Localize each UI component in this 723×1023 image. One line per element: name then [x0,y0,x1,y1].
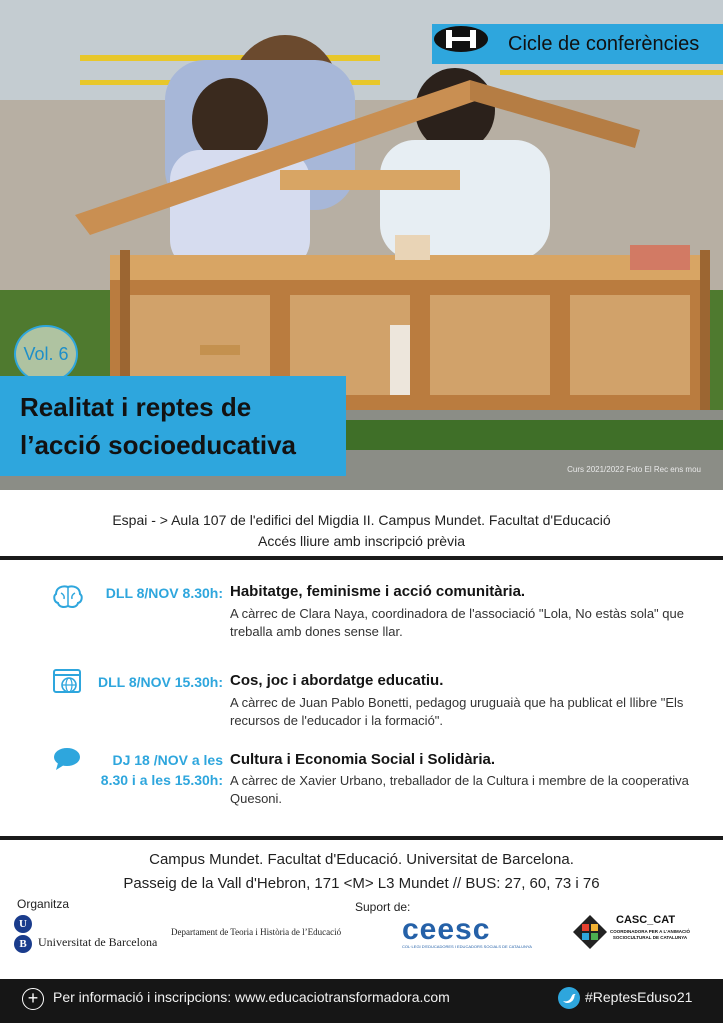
series-logo-icon [432,24,502,64]
address-line2: Passeig de la Vall d'Hebron, 171 <M> L3 Mundet // BUS: 27, 60, 73 i 76 [123,875,600,892]
title-box [0,376,346,476]
series-label: Cicle de conferències [508,32,700,55]
brain-icon [52,584,82,610]
organizer-label: Organitza [17,897,70,911]
event-date: DLL 8/NOV 8.30h: [105,585,223,601]
speech-bubble-icon [52,746,82,772]
casc-mark-icon [572,914,608,950]
address [0,848,723,896]
ub-letter-b: B [14,935,32,953]
ub-logo [14,913,164,953]
casc-logo [572,912,692,956]
casc-name: CASC_CAT [616,914,676,926]
event-date: DLL 8/NOV 15.30h: [97,674,223,690]
ub-name: Universitat de Barcelona [38,935,158,949]
ub-letter-u: U [14,915,32,933]
volume-badge: Vol. 6 [14,325,78,383]
divider [0,556,723,560]
series-badge [432,24,723,64]
plus-circle-icon: + [22,988,44,1010]
event-description: A càrrec de Xavier Urbano, treballador de la Cultura i membre de la cooperativa Quesoni. [230,773,689,806]
ceesc-name: ceesc [402,913,491,946]
twitter-icon [558,987,580,1009]
department-name: Departament de Teoria i Història de l’Educació [171,927,342,937]
event-date-line1: DJ 18 /NOV a les [112,752,223,768]
hashtag[interactable]: #ReptesEduso21 [585,989,693,1005]
event-title: Habitatge, feminisme i acció comunitària. [230,583,526,600]
casc-subtitle: COORDINADORA PER A L'ANIMACIÓ SOCIOCULTURAL DE CATALUNYA [609,929,691,940]
hero-photo [0,0,723,490]
venue-info [0,510,723,552]
event-date-line2: 8.30 i a les 15.30h: [100,772,223,788]
event-title: Cultura i Economia Social i Solidària. [230,751,496,768]
info-link[interactable]: Per informació i inscripcions: www.educaciotransformadora.com [53,989,450,1005]
ceesc-logo [400,913,532,953]
support-label: Suport de: [355,900,411,914]
photo-credit: Curs 2021/2022 Foto El Rec ens mou [567,465,701,474]
page-title-line2: l’acció socioeducativa [20,430,297,460]
divider [0,836,723,840]
ceesc-subtitle: COL·LEGI D'EDUCADORES I EDUCADORS SOCIALS DE CATALUNYA [402,944,532,949]
venue-line1: Espai - > Aula 107 de l'edifici del Migdia II. Campus Mundet. Facultat d'Educació [112,512,611,528]
page-title-line1: Realitat i reptes de [20,392,252,422]
info-bar [0,979,723,1023]
event-description: A càrrec de Juan Pablo Bonetti, pedagog uruguaià que ha publicat el llibre "Els recursos de l'educador i la formació". [230,695,684,728]
event-title: Cos, joc i abordatge educatiu. [230,672,444,689]
event-description: A càrrec de Clara Naya, coordinadora de l'associació "Lola, No estàs sola" que treballa amb dones sense llar. [230,606,684,639]
globe-icon [52,668,82,694]
address-line1: Campus Mundet. Facultat d'Educació. Universitat de Barcelona. [149,851,574,868]
venue-line2: Accés lliure amb inscripció prèvia [258,533,465,549]
